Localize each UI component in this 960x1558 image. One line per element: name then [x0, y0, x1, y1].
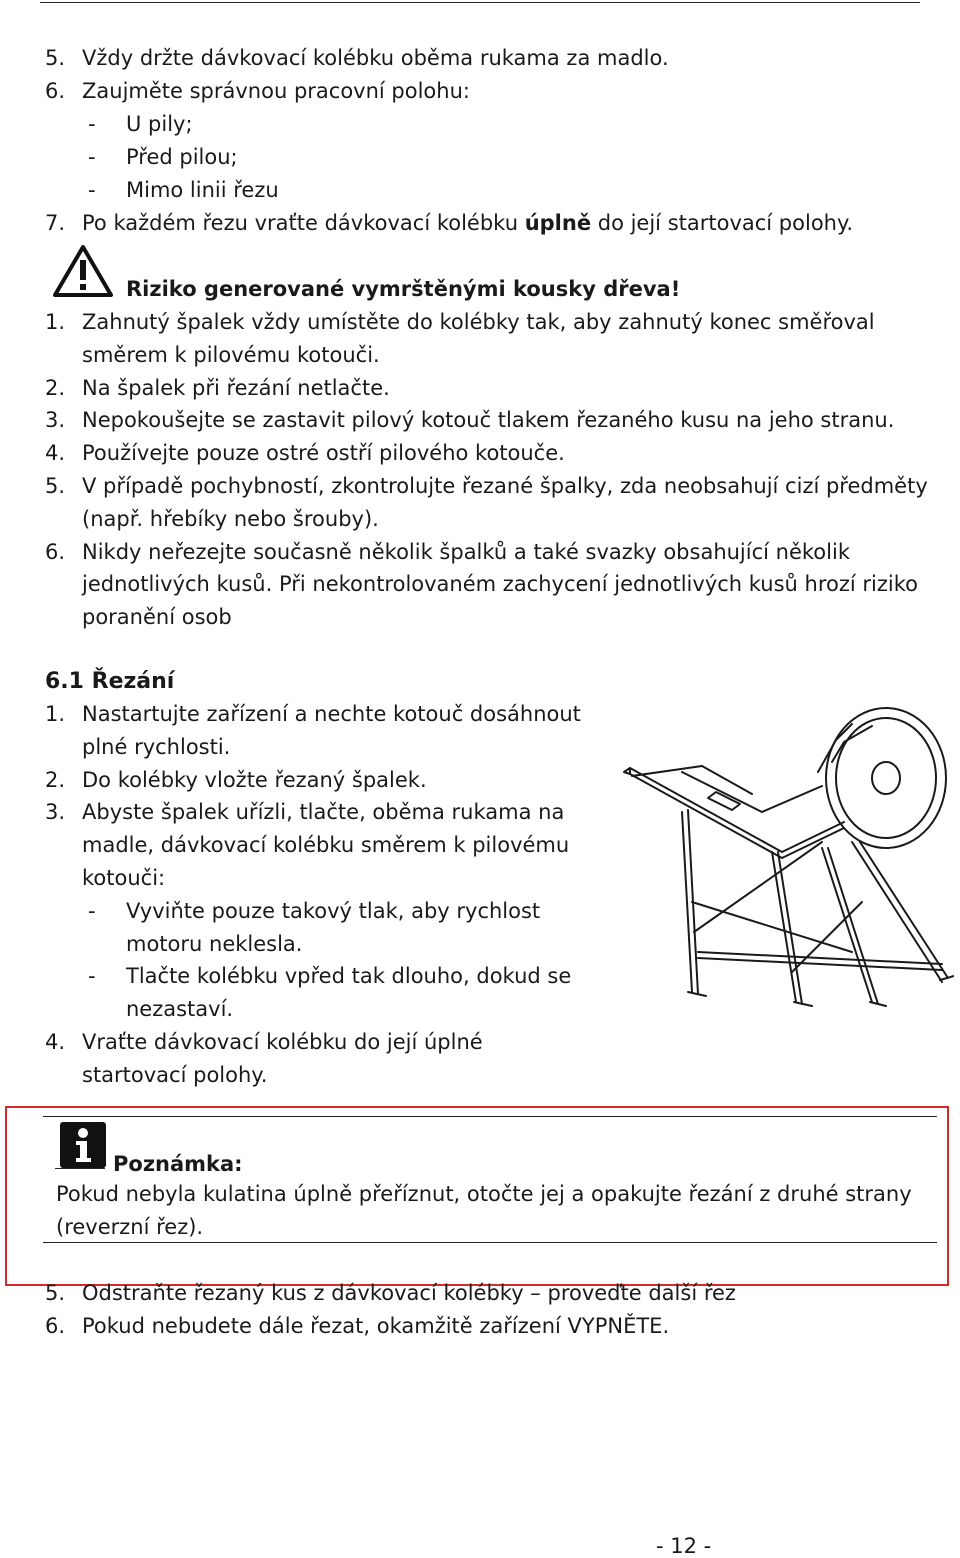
list-item: Používejte pouze ostré ostří pilového kotouče.: [82, 441, 565, 466]
list-num: 6.: [45, 539, 66, 564]
sub-dash: -: [88, 964, 96, 989]
note-bottom-rule: [43, 1242, 937, 1243]
list-num: 1.: [45, 310, 66, 334]
warning-triangle-icon: [52, 244, 114, 298]
list-item: jednotlivých kusů. Při nekontrolovaném zachycení jednotlivých kusů hrozí riziko: [82, 572, 918, 597]
list-item: Nikdy neřezejte současně několik špalků a také svazky obsahující několik: [82, 539, 850, 564]
list-item: Zahnutý špalek vždy umístěte do kolébky tak, aby zahnutý konec směřoval: [82, 310, 875, 334]
list-item: Nastartujte zařízení a nechte kotouč dosáhnout: [82, 702, 581, 726]
sub-item: Před pilou;: [126, 145, 238, 169]
list-item: poranění osob: [82, 605, 232, 630]
list-item: Vraťte dávkovací kolébku do její úplné: [82, 1030, 483, 1054]
sub-dash: -: [88, 145, 96, 169]
list-item: madle, dávkovací kolébku směrem k pilovému: [82, 833, 570, 858]
circular-saw-illustration: [622, 702, 954, 1020]
sub-item: U pily;: [126, 112, 193, 136]
list-item: Zaujměte správnou pracovní polohu:: [82, 79, 470, 103]
list-num: 7.: [45, 211, 66, 235]
list-item: Odstraňte řezaný kus z dávkovací kolébky – proveďte další řez: [82, 1281, 736, 1305]
list-item: V případě pochybností, zkontrolujte řezané špalky, zda neobsahují cizí předměty: [82, 474, 928, 498]
note-text: (reverzní řez).: [56, 1215, 204, 1239]
list-num: 2.: [45, 767, 66, 792]
list-num: 3.: [45, 408, 66, 433]
list-item: směrem k pilovému kotouči.: [82, 342, 380, 367]
sub-dash: -: [88, 178, 96, 202]
list-item: plné rychlosti.: [82, 734, 231, 759]
note-text: Pokud nebyla kulatina úplně přeříznut, otočte jej a opakujte řezání z druhé strany: [56, 1182, 912, 1206]
list-num: 4.: [45, 441, 66, 466]
list-item: startovací polohy.: [82, 1062, 268, 1087]
list-item: kotouči:: [82, 866, 166, 890]
top-rule: [40, 2, 920, 3]
section-heading: 6.1 Řezání: [45, 669, 175, 694]
sub-dash: -: [88, 898, 96, 923]
list-num: 1.: [45, 702, 66, 726]
list-item: Abyste špalek uřízli, tlačte, oběma rukama na: [82, 800, 565, 825]
list-item: Pokud nebudete dále řezat, okamžitě zařízení VYPNĚTE.: [82, 1314, 670, 1338]
list-num: 6.: [45, 79, 66, 103]
list-item: Po každém řezu vraťte dávkovací kolébku úplně do její startovací polohy.: [82, 211, 854, 235]
sub-item: Mimo linii řezu: [126, 178, 279, 202]
list-num: 2.: [45, 375, 66, 400]
list-item: Tlačte kolébku vpřed tak dlouho, dokud se: [126, 964, 572, 989]
sub-dash: -: [88, 112, 96, 136]
list-item: Na špalek při řezání netlačte.: [82, 375, 390, 400]
list-num: 4.: [45, 1030, 66, 1054]
list-num: 5.: [45, 46, 66, 70]
list-num: 5.: [45, 474, 66, 498]
list-item: Do kolébky vložte řezaný špalek.: [82, 767, 427, 792]
page-number: - 12 -: [656, 1534, 712, 1558]
list-num: 5.: [45, 1281, 66, 1305]
note-top-rule: [43, 1116, 937, 1117]
info-icon-underline: [55, 1168, 105, 1169]
list-num: 3.: [45, 800, 66, 825]
list-item: (např. hřebíky nebo šrouby).: [82, 506, 379, 531]
info-icon: [60, 1122, 106, 1168]
list-item: motoru neklesla.: [126, 931, 303, 956]
list-num: 6.: [45, 1314, 66, 1338]
note-title: Poznámka:: [113, 1152, 243, 1176]
list-item: nezastaví.: [126, 997, 234, 1022]
list-item: Vyviňte pouze takový tlak, aby rychlost: [126, 898, 541, 923]
list-item: Vždy držte dávkovací kolébku oběma rukama za madlo.: [82, 46, 669, 70]
warning-title: Riziko generované vymrštěnými kousky dřeva!: [126, 277, 681, 301]
list-item: Nepokoušejte se zastavit pilový kotouč tlakem řezaného kusu na jeho stranu.: [82, 408, 895, 433]
